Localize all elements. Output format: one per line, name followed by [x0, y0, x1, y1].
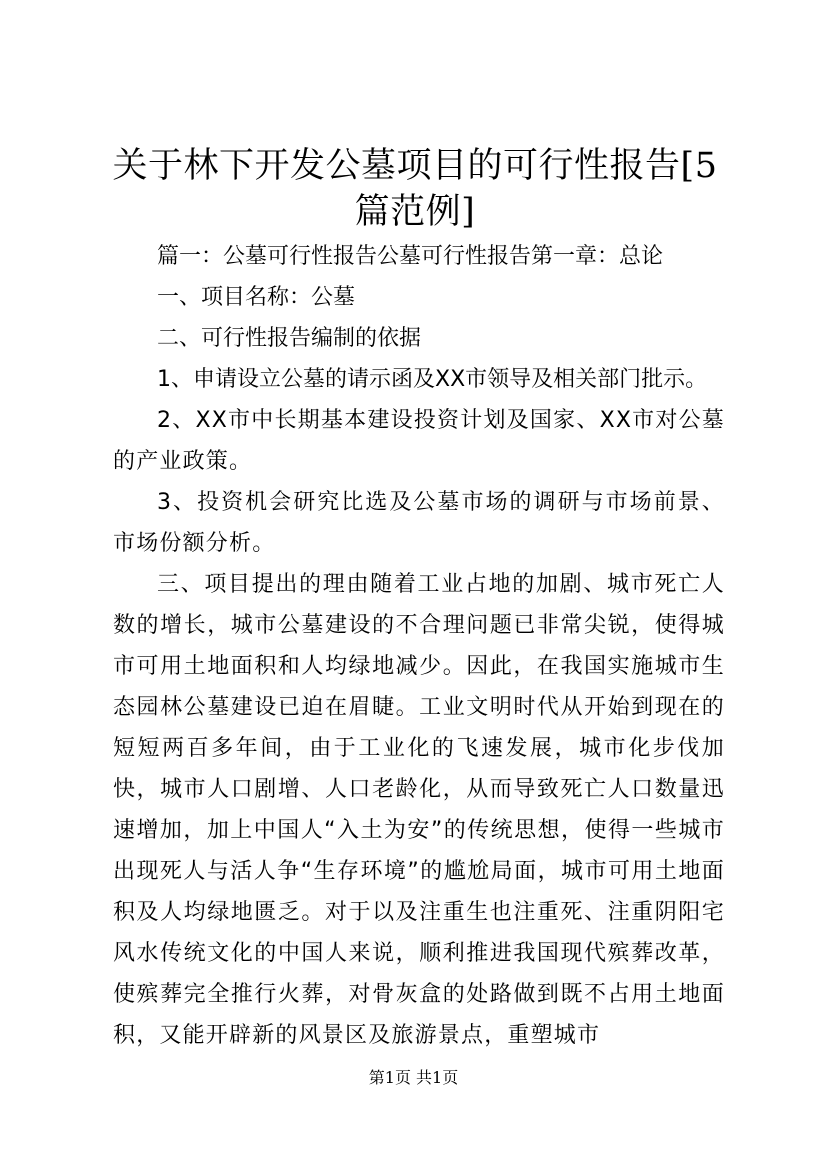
paragraph-basis-item-2: 2、XX市中长期基本建设投资计划及国家、XX市对公墓的产业政策。 [113, 408, 725, 474]
document-title: 关于林下开发公墓项目的可行性报告[5篇范例] [112, 146, 718, 232]
paragraph-basis-heading: 二、可行性报告编制的依据 [157, 326, 422, 351]
page-footer: 第1页 共1页 [368, 1068, 459, 1087]
paragraph-basis-item-3: 3、投资机会研究比选及公墓市场的调研与市场前景、市场份额分析。 [113, 490, 725, 556]
paragraph-project-reason: 三、项目提出的理由随着工业占地的加剧、城市死亡人数的增长，城市公墓建设的不合理问题已非常尖锐，使得城市可用土地面积和人均绿地减少。因此，在我国实施城市生态园林公墓建设已迫在眉睫。工业文明时代从开始到现在的短短两百多年间，由于工业化的飞速发展，城市化步伐加快，城市人口剧增、人口老龄化，从而导致死亡人口数量迅速增加，加上中国人“入土为安”的传统思想，使得一些城市出现死人与活人争“生存环境”的尴尬局面，城市可用土地面积及人均绿地匮乏。对于以及注重生也注重死、注重阴阳宅风水传统文化的中国人来说，顺利推进我国现代殡葬改革，使殡葬完全推行火葬，对骨灰盒的处路做到既不占用土地面积，又能开辟新的风景区及旅游景点，重塑城市 [113, 572, 725, 1048]
paragraph-basis-item-1: 1、申请设立公墓的请示函及XX市领导及相关部门批示。 [157, 367, 708, 392]
document-body [113, 236, 725, 1056]
paragraph-project-name: 一、项目名称：公墓 [157, 285, 356, 310]
paragraph-chapter-heading: 篇一：公墓可行性报告公墓可行性报告第一章：总论 [157, 244, 664, 269]
